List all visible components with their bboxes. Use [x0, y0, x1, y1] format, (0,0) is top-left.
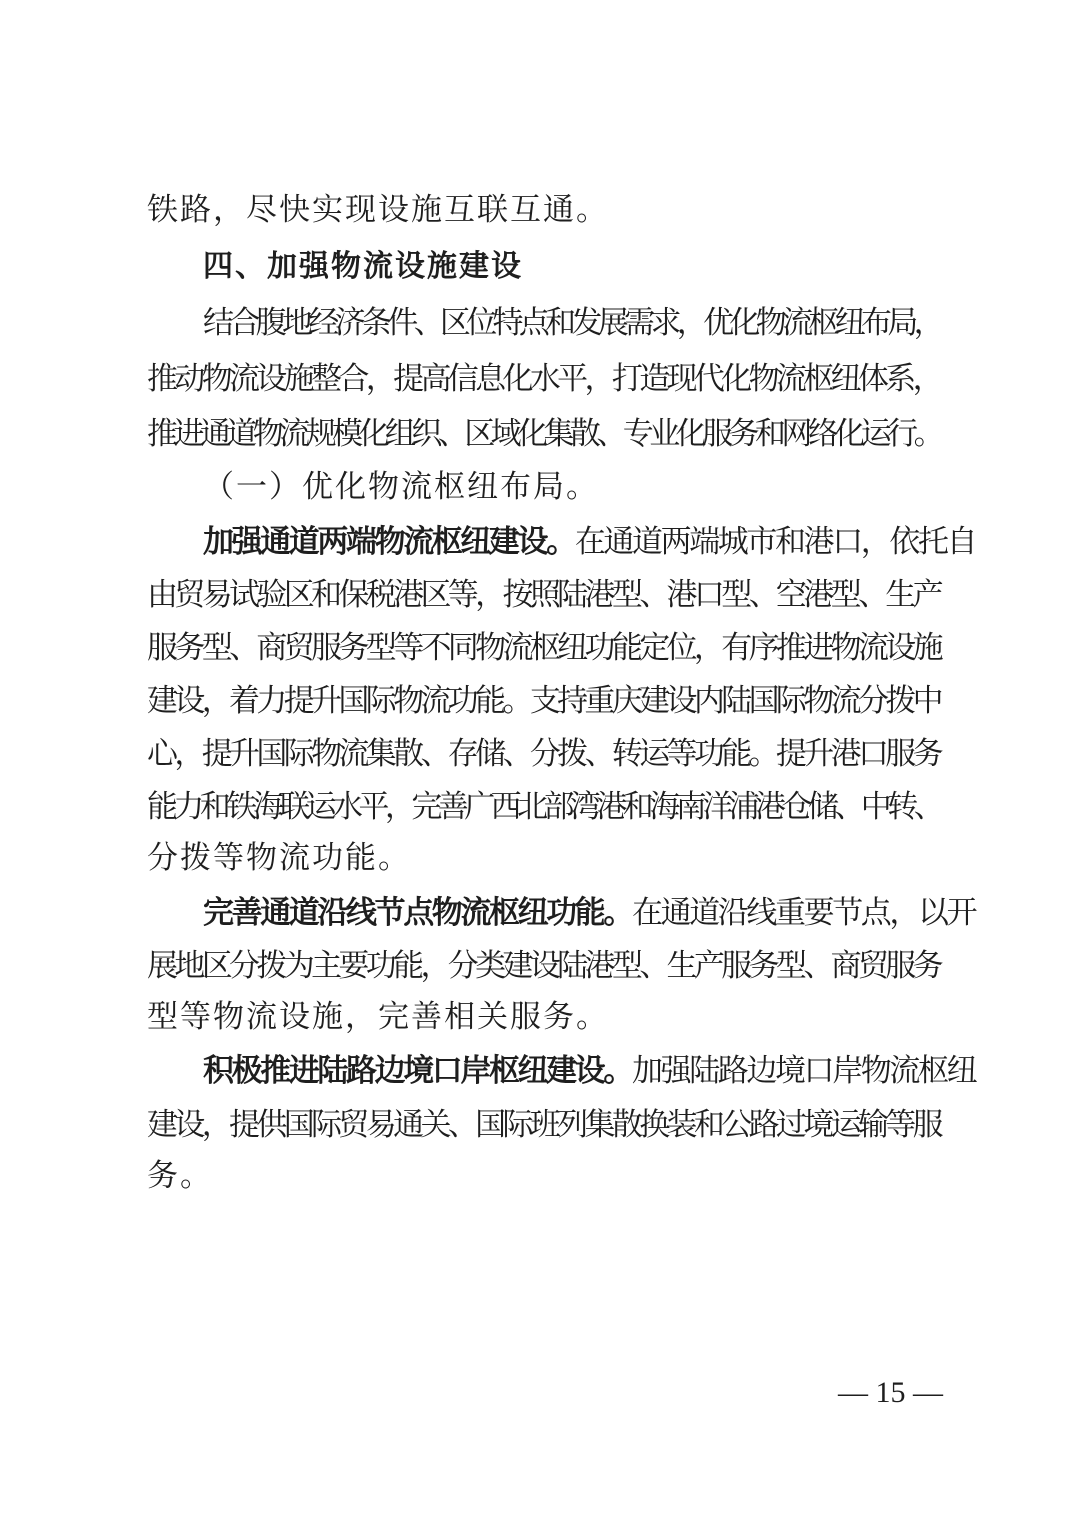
paragraph-line: 能力和铁海联运水平，完善广西北部湾港和海南洋浦港仓储、中转、: [147, 789, 940, 825]
paragraph-text: 加强陆路边境口岸物流枢纽: [632, 1053, 976, 1089]
bold-lead: 完善通道沿线节点物流枢纽功能。: [203, 895, 632, 931]
paragraph-line: 服务型、商贸服务型等不同物流枢纽功能定位，有序推进物流设施: [147, 630, 940, 666]
page-number: — 15 —: [838, 1376, 943, 1409]
subsection-heading: （一）优化物流枢纽布局。: [203, 469, 599, 505]
paragraph-line: [203, 522, 975, 562]
bold-lead: 加强通道两端物流枢纽建设。: [203, 524, 575, 560]
paragraph-line: 务。: [147, 1158, 213, 1194]
bold-lead: 积极推进陆路边境口岸枢纽建设。: [203, 1053, 632, 1089]
paragraph-line: 型等物流设施，完善相关服务。: [147, 999, 609, 1035]
paragraph-line: [203, 1051, 975, 1091]
paragraph-line: 推进通道物流规模化组织、区域化集散、专业化服务和网络化运行。: [147, 416, 940, 452]
paragraph-line: 建设，提供国际贸易通关、国际班列集散换装和公路过境运输等服: [147, 1107, 940, 1143]
paragraph-line: [203, 893, 975, 933]
paragraph-text: 在通道两端城市和港口，依托自: [574, 524, 976, 560]
paragraph-text: 在通道沿线重要节点，以开: [632, 895, 976, 931]
paragraph-line: 心，提升国际物流集散、存储、分拨、转运等功能。提升港口服务: [147, 736, 940, 772]
paragraph-line: 分拨等物流功能。: [147, 840, 411, 876]
section-heading: 四、加强物流设施建设: [203, 249, 523, 284]
paragraph-line: 由贸易试验区和保税港区等，按照陆港型、港口型、空港型、生产: [147, 577, 940, 613]
paragraph-line: 展地区分拨为主要功能，分类建设陆港型、生产服务型、商贸服务: [147, 948, 940, 984]
paragraph-line: 铁路，尽快实现设施互联互通。: [147, 192, 609, 228]
paragraph-line: 推动物流设施整合，提高信息化水平，打造现代化物流枢纽体系，: [147, 361, 940, 397]
paragraph-line: 建设，着力提升国际物流功能。支持重庆建设内陆国际物流分拨中: [147, 683, 940, 719]
paragraph-line: 结合腹地经济条件、区位特点和发展需求，优化物流枢纽布局，: [203, 305, 940, 341]
